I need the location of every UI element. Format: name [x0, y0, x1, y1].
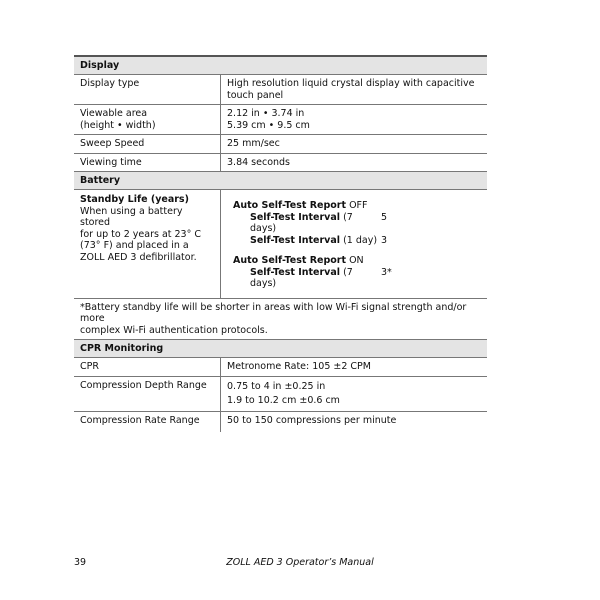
- spec-value: [221, 75, 487, 104]
- label-line: Sweep Speed: [80, 138, 145, 149]
- spec-row-display-type: [74, 75, 487, 105]
- spec-label: [74, 75, 221, 104]
- label-line: Display type: [80, 78, 140, 89]
- spec-value: [221, 154, 487, 172]
- display-section-header: [74, 55, 487, 75]
- interval-label: Self-Test Interval: [250, 234, 341, 246]
- spec-label: [74, 190, 221, 298]
- spec-label: [74, 135, 221, 153]
- footnote-line: *Battery standby life will be shorter in areas with low Wi-Fi signal strength and/or more: [80, 301, 467, 324]
- value-line: 0.75 to 4 in ±0.25 in: [227, 380, 326, 392]
- report-label: Auto Self-Test Report: [233, 255, 347, 266]
- spec-value: [221, 412, 487, 432]
- report-state: OFF: [349, 200, 368, 211]
- standby-desc-line: for up to 2 years at 23° C: [80, 228, 201, 240]
- spec-value: [221, 105, 487, 134]
- self-test-report-on: [233, 255, 481, 267]
- page-number: 39: [74, 557, 87, 568]
- value-line: 25 mm/sec: [227, 138, 280, 149]
- manual-title: ZOLL AED 3 Operator’s Manual: [226, 557, 374, 568]
- spec-label: [74, 412, 221, 432]
- interval-period: (7 days): [250, 211, 353, 234]
- value-line: 1.9 to 10.2 cm ±0.6 cm: [227, 394, 340, 406]
- interval-value: 3: [381, 234, 388, 246]
- spec-value: [221, 377, 487, 411]
- spec-row-standby-life: [74, 190, 487, 299]
- interval-value: 3*: [381, 266, 392, 278]
- report-label: Auto Self-Test Report: [233, 200, 347, 211]
- spec-label: [74, 377, 221, 411]
- section-title: Display: [74, 57, 487, 74]
- spec-row-compression-rate: [74, 412, 487, 432]
- label-line: Compression Rate Range: [80, 414, 200, 426]
- label-line: CPR: [80, 361, 99, 372]
- spec-value: [221, 190, 487, 298]
- label-line: Viewable area: [80, 108, 148, 119]
- label-line: Viewing time: [80, 156, 142, 168]
- footnote-line: complex Wi-Fi authentication protocols.: [80, 324, 268, 336]
- interval-period: (7 days): [250, 266, 353, 289]
- battery-footnote: [74, 299, 487, 340]
- standby-desc-line: (73° F) and placed in a: [80, 240, 189, 251]
- interval-label: Self-Test Interval: [250, 211, 341, 223]
- self-test-report-off: [233, 200, 481, 212]
- section-title: Battery: [74, 172, 487, 189]
- section-title: CPR Monitoring: [74, 340, 487, 357]
- spec-row-compression-depth: [74, 377, 487, 412]
- value-line: 50 to 150 compressions per minute: [227, 414, 397, 426]
- value-line: 5.39 cm • 9.5 cm: [227, 119, 310, 131]
- standby-desc-line: ZOLL AED 3 defibrillator.: [80, 251, 197, 263]
- spec-row-viewable-area: [74, 105, 487, 135]
- cpr-section-header: [74, 340, 487, 358]
- standby-desc-line: When using a battery stored: [80, 205, 183, 228]
- spec-label: [74, 105, 221, 134]
- label-line: (height • width): [80, 119, 156, 131]
- value-line: 3.84 seconds: [227, 156, 291, 168]
- battery-footnote-row: [74, 299, 487, 341]
- spec-label: [74, 358, 221, 376]
- spec-row-sweep-speed: [74, 135, 487, 154]
- self-test-interval-row: [233, 212, 481, 235]
- spec-label: [74, 154, 221, 172]
- spec-value: [221, 358, 487, 376]
- interval-label: Self-Test Interval: [250, 266, 341, 278]
- value-line: High resolution liquid crystal display with capacitive: [227, 78, 475, 89]
- value-line: 2.12 in • 3.74 in: [227, 108, 305, 119]
- battery-section-header: [74, 172, 487, 190]
- spec-value: [221, 135, 487, 153]
- spec-row-cpr: [74, 358, 487, 377]
- spec-row-viewing-time: [74, 154, 487, 173]
- interval-value: 5: [381, 211, 388, 223]
- self-test-interval-row: [233, 235, 481, 247]
- value-line: touch panel: [227, 89, 284, 101]
- self-test-interval-row: [233, 267, 481, 290]
- report-state: ON: [349, 255, 364, 266]
- label-line: Compression Depth Range: [80, 379, 207, 391]
- standby-title: Standby Life (years): [80, 194, 189, 205]
- specifications-table: [74, 55, 487, 432]
- value-line: Metronome Rate: 105 ±2 CPM: [227, 361, 371, 372]
- interval-period: (1 day): [343, 234, 378, 246]
